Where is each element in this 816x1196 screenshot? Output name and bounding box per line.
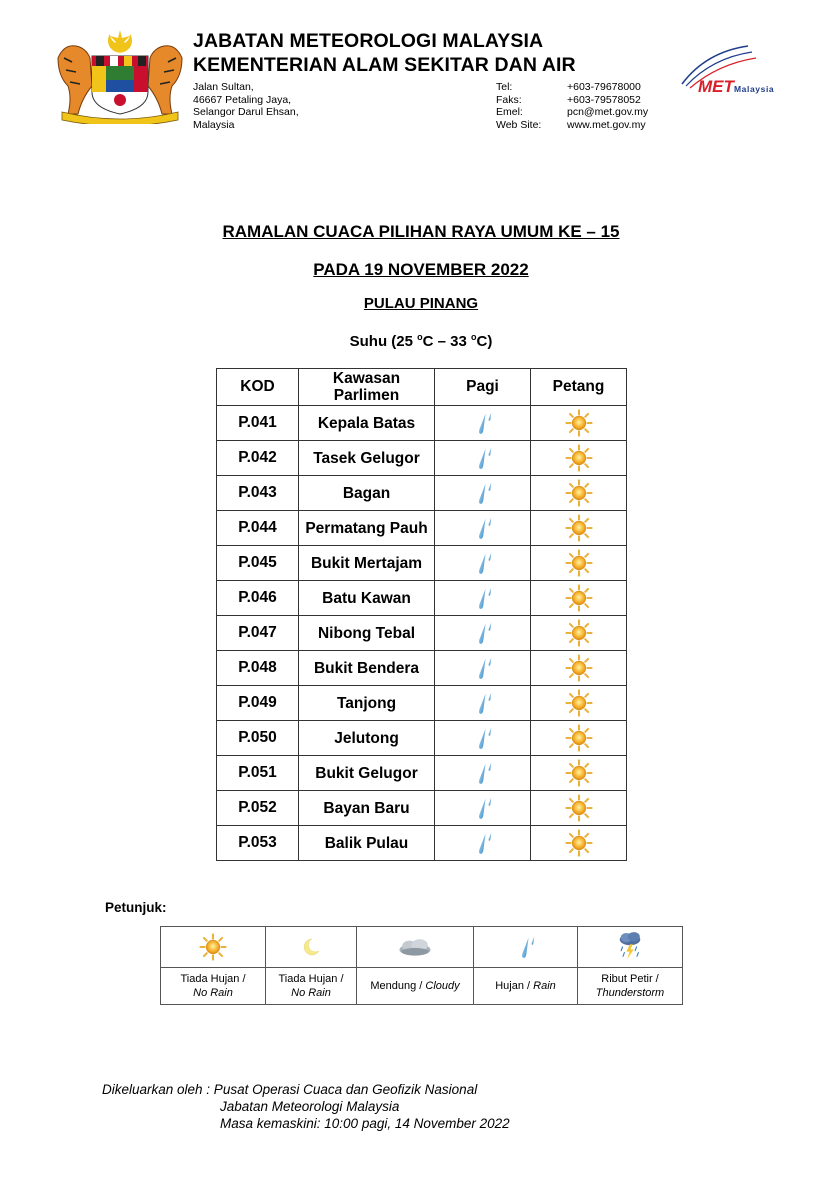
table-row <box>217 686 627 721</box>
table-row <box>217 826 627 861</box>
legend-icon-row <box>161 927 683 968</box>
header-petang: Petang <box>531 369 627 406</box>
met-malaysia-logo <box>676 44 794 100</box>
forecast-morning <box>435 511 531 546</box>
forecast-date: PADA 19 NOVEMBER 2022 <box>313 260 529 279</box>
constituency-code: P.052 <box>217 791 299 826</box>
header-kawasan: Kawasan Parlimen <box>299 369 435 406</box>
constituency-name: Balik Pulau <box>299 826 435 861</box>
contact-label: Web Site: <box>496 118 542 131</box>
sun-icon <box>565 654 593 682</box>
forecast-table <box>216 368 627 861</box>
forecast-evening <box>531 406 627 441</box>
constituency-code: P.053 <box>217 826 299 861</box>
footer-updated: Masa kemaskini: 10:00 pagi, 14 November 2022 <box>220 1116 510 1131</box>
address-line: Jalan Sultan, <box>193 81 254 93</box>
rain-icon <box>470 760 496 786</box>
legend-icon-cell <box>266 927 357 968</box>
constituency-code: P.046 <box>217 581 299 616</box>
footer-department: Jabatan Meteorologi Malaysia <box>220 1099 400 1114</box>
constituency-name: Batu Kawan <box>299 581 435 616</box>
constituency-name: Tasek Gelugor <box>299 441 435 476</box>
contact-row-email <box>496 106 648 119</box>
rain-icon <box>470 620 496 646</box>
sun-icon <box>565 759 593 787</box>
met-logo-subtext: Malaysia <box>734 84 775 94</box>
table-row <box>217 791 627 826</box>
header-kod: KOD <box>217 369 299 406</box>
forecast-morning <box>435 406 531 441</box>
contact-label: Faks: <box>496 93 522 106</box>
rain-icon <box>470 795 496 821</box>
constituency-name: Bukit Bendera <box>299 651 435 686</box>
legend-label-no-rain-day: Tiada Hujan / No Rain <box>161 968 266 1005</box>
legend-label-cloudy: Mendung / Cloudy <box>357 968 474 1005</box>
table-row <box>217 616 627 651</box>
sun-icon <box>565 584 593 612</box>
constituency-code: P.045 <box>217 546 299 581</box>
constituency-code: P.043 <box>217 476 299 511</box>
state-name: PULAU PINANG <box>363 295 479 312</box>
rain-icon <box>470 830 496 856</box>
forecast-morning <box>435 651 531 686</box>
constituency-code: P.049 <box>217 686 299 721</box>
legend-label-row <box>161 968 683 1005</box>
sun-icon <box>199 933 227 961</box>
address-line: Malaysia <box>193 118 235 131</box>
table-row <box>217 756 627 791</box>
forecast-morning <box>435 581 531 616</box>
constituency-name: Tanjong <box>299 686 435 721</box>
moon-icon <box>299 935 323 959</box>
legend-table <box>160 926 683 1005</box>
legend-label-rain: Hujan / Rain <box>474 968 578 1005</box>
constituency-code: P.041 <box>217 406 299 441</box>
constituency-code: P.042 <box>217 441 299 476</box>
forecast-evening <box>531 826 627 861</box>
constituency-code: P.047 <box>217 616 299 651</box>
temperature-range: Suhu (25 $^o$C – 33 $^o$C) <box>349 332 493 350</box>
constituency-code: P.051 <box>217 756 299 791</box>
constituency-name: Bukit Mertajam <box>299 546 435 581</box>
forecast-evening <box>531 511 627 546</box>
forecast-evening <box>531 546 627 581</box>
contact-label: Tel: <box>496 81 513 93</box>
constituency-name: Permatang Pauh <box>299 511 435 546</box>
address-line: 46667 Petaling Jaya, <box>193 93 292 106</box>
constituency-name: Bukit Gelugor <box>299 756 435 791</box>
sun-icon <box>565 444 593 472</box>
rain-icon <box>470 690 496 716</box>
table-header-row <box>217 369 627 406</box>
constituency-name: Nibong Tebal <box>299 616 435 651</box>
table-row <box>217 406 627 441</box>
coat-of-arms-logo <box>52 28 188 124</box>
forecast-morning <box>435 441 531 476</box>
contact-value: pcn@met.gov.my <box>567 106 649 119</box>
legend-icon-cell <box>161 927 266 968</box>
table-row <box>217 511 627 546</box>
org-name-line1: JABATAN METEOROLOGI MALAYSIA <box>193 30 544 52</box>
forecast-evening <box>531 616 627 651</box>
constituency-name: Bagan <box>299 476 435 511</box>
cloud-icon <box>394 936 436 958</box>
address-line: Selangor Darul Ehsan, <box>193 106 299 119</box>
forecast-morning <box>435 686 531 721</box>
forecast-evening <box>531 721 627 756</box>
forecast-morning <box>435 756 531 791</box>
forecast-morning <box>435 721 531 756</box>
rain-icon <box>470 480 496 506</box>
rain-icon <box>470 585 496 611</box>
forecast-evening <box>531 756 627 791</box>
sun-icon <box>565 829 593 857</box>
rain-icon <box>470 445 496 471</box>
forecast-morning <box>435 791 531 826</box>
forecast-morning <box>435 546 531 581</box>
constituency-name: Kepala Batas <box>299 406 435 441</box>
table-row <box>217 651 627 686</box>
forecast-morning <box>435 826 531 861</box>
constituency-code: P.044 <box>217 511 299 546</box>
forecast-evening <box>531 476 627 511</box>
rain-icon <box>470 655 496 681</box>
legend-title: Petunjuk: <box>105 900 167 915</box>
header-pagi: Pagi <box>435 369 531 406</box>
legend-label-no-rain-night: Tiada Hujan / No Rain <box>266 968 357 1005</box>
legend-icon-cell <box>357 927 474 968</box>
forecast-evening <box>531 581 627 616</box>
forecast-morning <box>435 616 531 651</box>
address-block <box>193 81 299 131</box>
constituency-code: P.050 <box>217 721 299 756</box>
sun-icon <box>565 724 593 752</box>
constituency-name: Jelutong <box>299 721 435 756</box>
rain-icon <box>470 725 496 751</box>
constituency-code: P.048 <box>217 651 299 686</box>
contact-value: +603-79678000 <box>567 81 641 93</box>
contact-value: www.met.gov.my <box>567 118 646 131</box>
table-row <box>217 476 627 511</box>
sun-icon <box>565 689 593 717</box>
forecast-evening <box>531 791 627 826</box>
forecast-evening <box>531 651 627 686</box>
rain-icon <box>470 515 496 541</box>
footer-issued-by: Dikeluarkan oleh : Pusat Operasi Cuaca dan Geofizik Nasional <box>102 1082 478 1097</box>
rain-icon <box>470 550 496 576</box>
contact-row-fax <box>496 94 648 107</box>
sun-icon <box>565 619 593 647</box>
legend-icon-cell <box>578 927 683 968</box>
rain-icon <box>513 934 539 960</box>
contact-row-website <box>496 119 648 132</box>
legend-icon-cell <box>474 927 578 968</box>
table-row <box>217 441 627 476</box>
met-logo-text: MET <box>698 77 734 96</box>
table-row <box>217 546 627 581</box>
contact-block <box>496 81 648 131</box>
org-name-line2: KEMENTERIAN ALAM SEKITAR DAN AIR <box>193 54 576 76</box>
rain-icon <box>470 410 496 436</box>
thunderstorm-icon <box>616 930 644 964</box>
table-row <box>217 581 627 616</box>
sun-icon <box>565 514 593 542</box>
forecast-morning <box>435 476 531 511</box>
sun-icon <box>565 479 593 507</box>
forecast-title: RAMALAN CUACA PILIHAN RAYA UMUM KE – 15 <box>222 222 620 241</box>
forecast-evening <box>531 686 627 721</box>
forecast-evening <box>531 441 627 476</box>
sun-icon <box>565 549 593 577</box>
table-row <box>217 721 627 756</box>
sun-icon <box>565 409 593 437</box>
contact-label: Emel: <box>496 106 523 119</box>
contact-row-tel <box>496 81 648 94</box>
sun-icon <box>565 794 593 822</box>
constituency-name: Bayan Baru <box>299 791 435 826</box>
legend-label-thunderstorm: Ribut Petir / Thunderstorm <box>578 968 683 1005</box>
contact-value: +603-79578052 <box>567 93 641 106</box>
